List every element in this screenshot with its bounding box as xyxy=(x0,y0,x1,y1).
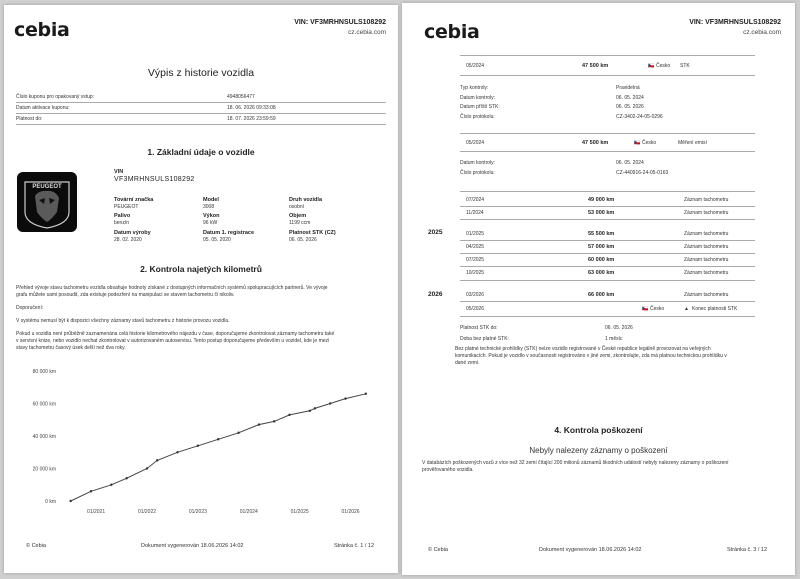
data-point xyxy=(329,402,331,404)
data-point xyxy=(125,477,127,479)
field-value: 1199 ccm xyxy=(289,220,311,226)
record-date: 05/2024 xyxy=(466,63,485,69)
field-label: Datum 1. registrace xyxy=(203,230,255,236)
data-point xyxy=(146,467,148,469)
damage-text-line: V databázích poškozených vozů z více než 32 zemí čítající 200 milionů záznamů škodních událostí nebyly nalezeny záznamy o poškození xyxy=(422,460,729,466)
warning-icon: ▲ xyxy=(684,306,689,312)
peugeot-logo xyxy=(17,172,77,232)
divider xyxy=(460,253,755,254)
vin-value: VF3MRHNSULS108292 xyxy=(114,176,195,183)
x-tick-label: 01/2022 xyxy=(137,509,157,515)
data-point xyxy=(258,423,260,425)
divider xyxy=(460,280,755,281)
stk-note-line: Bez platné technické prohlídky (STK) nelze vozidlo registrované v České republice legálně provozovat na veřejných xyxy=(455,346,711,352)
divider xyxy=(460,191,755,192)
year-marker: 2025 xyxy=(428,229,443,236)
record-date: 07/2025 xyxy=(466,257,485,263)
record-km: 49 000 km xyxy=(588,197,615,203)
data-point xyxy=(176,451,178,453)
divider xyxy=(460,301,755,302)
header-website-link[interactable]: cz.cebia.com xyxy=(348,29,386,36)
record-date: 11/2024 xyxy=(466,210,484,216)
field-label: Model xyxy=(203,197,219,203)
detail-value: CZ-3402-24-05-0296 xyxy=(616,114,663,120)
divider xyxy=(16,124,386,125)
record-source: Záznam tachometru xyxy=(684,292,729,298)
detail-value: 06. 05. 2026 xyxy=(616,104,644,110)
record-date: 04/2025 xyxy=(466,244,485,250)
y-tick-label: 40 000 km xyxy=(32,434,56,440)
field-value: 3008 xyxy=(203,204,215,210)
stk-valid-value: 06. 05. 2026 xyxy=(605,325,633,331)
validity-label: Platnost do: xyxy=(16,116,43,122)
detail-label: Číslo protokolu: xyxy=(460,170,495,176)
damage-text-line: prověřovaného vozidla. xyxy=(422,467,474,473)
record-km: 63 000 km xyxy=(588,270,615,276)
record-km: 53 000 km xyxy=(588,210,615,216)
divider xyxy=(460,75,755,76)
recommendation-text-line: Pokud u vozidla není průběžně zaznamenána celá historie kilometrového nájezdu v čase, doporučujeme zkontrolovat záznamy tachometru také xyxy=(16,331,335,337)
footer-copyright: © Cebia xyxy=(428,547,448,553)
field-value: benzín xyxy=(114,220,130,226)
data-point xyxy=(156,459,158,461)
field-label: Výkon xyxy=(203,213,220,219)
record-source: Záznam tachometru xyxy=(684,270,729,276)
field-label: Druh vozidla xyxy=(289,197,323,203)
data-point xyxy=(197,445,199,447)
y-tick-label: 80 000 km xyxy=(32,369,56,375)
record-km: 47 500 km xyxy=(582,63,609,69)
field-label: Datum výroby xyxy=(114,230,151,236)
intro-text-line: grafu můžete sami posoudit, zda existuje podezření na manipulaci se stavem tachometru či nikoliv. xyxy=(16,292,235,298)
field-value: osobní xyxy=(289,204,305,210)
y-tick-label: 20 000 km xyxy=(32,466,56,473)
detail-value: CZ-440916-24-05-0163 xyxy=(616,170,669,176)
section-title-basic-info: 1. Základní údaje o vozidle xyxy=(147,147,255,157)
report-page-3 xyxy=(402,3,795,575)
divider xyxy=(460,219,755,220)
y-tick-label: 60 000 km xyxy=(32,401,56,408)
detail-label: Datum kontroly: xyxy=(460,160,496,166)
field-value: 96 kW xyxy=(203,220,218,226)
detail-value: 06. 05. 2024 xyxy=(616,95,644,101)
header-vin: VIN: VF3MRHNSULS108292 xyxy=(294,19,386,26)
x-tick-label: 01/2025 xyxy=(290,509,309,515)
page-title: Výpis z historie vozidla xyxy=(147,67,255,79)
record-km: 55 500 km xyxy=(588,231,615,237)
header-website-link[interactable]: cz.cebia.com xyxy=(743,29,781,36)
year-marker: 2026 xyxy=(428,291,443,298)
record-km: 60 000 km xyxy=(588,257,615,263)
section-title-damage: 4. Kontrola poškození xyxy=(554,425,643,435)
intro-text-line: Přehled vývoje stavu tachometru vozidla obsahuje hodnoty získané z dostupných informačních systémů spolupracujících partnerů. Ve vývoje xyxy=(16,285,328,291)
field-value: 06. 05. 2026 xyxy=(289,237,317,243)
data-point xyxy=(90,490,92,492)
data-point xyxy=(309,410,311,412)
activation-value: 18. 06. 2026 09:33:08 xyxy=(227,105,276,111)
coupon-label: Číslo kuponu pro opakovaný vstup: xyxy=(16,94,95,100)
recommendation-text-line: stavy tachometru časový úsek delší než dva roky. xyxy=(16,345,126,351)
data-point xyxy=(273,420,275,422)
field-label: Objem xyxy=(289,213,307,219)
mileage-chart xyxy=(14,365,384,517)
detail-label: Datum kontroly: xyxy=(460,95,496,101)
record-km: 57 000 km xyxy=(588,244,615,250)
record-source: Konec platnosti STK xyxy=(692,306,738,312)
x-tick-label: 01/2023 xyxy=(188,509,207,515)
data-point xyxy=(314,407,316,409)
czech-flag-icon: 🇨🇿 xyxy=(648,63,655,69)
data-point xyxy=(217,438,219,440)
mileage-series-line xyxy=(71,394,366,501)
x-tick-label: 01/2024 xyxy=(239,509,258,515)
record-date: 10/2025 xyxy=(466,270,485,276)
y-tick-label: 0 km xyxy=(45,499,56,505)
footer-generated: Dokument vygenerován 18.06.2026 14:02 xyxy=(539,547,642,553)
data-point xyxy=(288,414,290,416)
detail-value: Pravidelná xyxy=(616,85,640,91)
divider xyxy=(16,113,386,114)
record-source: Záznam tachometru xyxy=(684,231,729,237)
header-vin: VIN: VF3MRHNSULS108292 xyxy=(689,19,781,26)
record-date: 05/2026 xyxy=(466,306,485,312)
coupon-value: 4948056477 xyxy=(227,94,255,100)
detail-label: Číslo protokolu: xyxy=(460,114,495,120)
recommendation-text-line: v servisní knize, nebo vozidlo nechat zkontrolovat v autorizovaném autoservisu. Tento postup doporučujeme především u vozidel, kde je mezi xyxy=(16,338,330,344)
recommendation-label: Doporučení: xyxy=(16,305,44,311)
field-value: 28. 02. 2020 xyxy=(114,237,142,243)
record-country: Česko xyxy=(642,140,657,146)
record-country: Česko xyxy=(656,63,671,69)
record-source: Záznam tachometru xyxy=(684,244,729,250)
recommendation-text: V systému nemusí být k dispozici všechny záznamy stavů tachometru z historie provozu vozidla. xyxy=(16,318,230,324)
stk-note-line: dané zemi. xyxy=(455,360,480,366)
validity-value: 18. 07. 2026 23:59:59 xyxy=(227,116,276,122)
record-source: Záznam tachometru xyxy=(684,257,729,263)
cebia-logo: cebia xyxy=(424,21,480,43)
divider xyxy=(460,206,755,207)
section-title-mileage: 2. Kontrola najetých kilometrů xyxy=(140,264,262,274)
field-value: PEUGEOT xyxy=(114,204,139,210)
record-km: 47 500 km xyxy=(582,140,609,146)
field-label: Tovární značka xyxy=(114,197,154,203)
footer-generated: Dokument vygenerován 18.06.2026 14:02 xyxy=(141,543,244,549)
record-country: Česko xyxy=(650,306,665,312)
detail-label: Typ kontroly: xyxy=(460,85,489,91)
record-date: 07/2024 xyxy=(466,197,485,203)
divider xyxy=(460,266,755,267)
report-page-1 xyxy=(4,5,398,573)
record-source: Měření emisí xyxy=(678,140,707,146)
data-point xyxy=(237,432,239,434)
field-label: Palivo xyxy=(114,213,131,219)
field-value: 05. 05. 2020 xyxy=(203,237,231,243)
stk-remaining-label: Doba bez platné STK: xyxy=(460,336,509,342)
record-date: 03/2026 xyxy=(466,292,485,298)
divider xyxy=(16,102,386,103)
czech-flag-icon: 🇨🇿 xyxy=(634,140,641,146)
record-source: Záznam tachometru xyxy=(684,210,729,216)
divider xyxy=(460,151,755,152)
data-point xyxy=(69,500,71,502)
vin-label: VIN xyxy=(114,169,124,175)
x-tick-label: 01/2021 xyxy=(87,509,106,515)
record-source: STK xyxy=(680,63,690,69)
badge-text: PEUGEOT xyxy=(32,184,62,190)
stk-remaining-value: 1 měsíc xyxy=(605,336,623,342)
footer-copyright: © Cebia xyxy=(26,543,46,549)
data-point xyxy=(110,484,112,486)
x-tick-label: 01/2026 xyxy=(341,509,360,515)
lion-emblem-icon xyxy=(17,172,77,232)
damage-result: Nebyly nalezeny záznamy o poškození xyxy=(529,446,668,455)
footer-page-number: Stránka č. 3 / 12 xyxy=(727,547,768,553)
record-km: 66 000 km xyxy=(588,292,615,298)
divider xyxy=(460,133,755,134)
record-source: Záznam tachometru xyxy=(684,197,729,203)
detail-value: 06. 05. 2024 xyxy=(616,160,644,166)
cebia-logo: cebia xyxy=(14,19,70,41)
divider xyxy=(460,316,755,317)
activation-label: Datum aktivace kuponu: xyxy=(16,105,70,111)
record-date: 01/2025 xyxy=(466,231,485,237)
divider xyxy=(460,55,755,56)
record-date: 05/2024 xyxy=(466,140,485,146)
footer-page-number: Stránka č. 1 / 12 xyxy=(334,543,375,549)
data-point xyxy=(365,393,367,395)
data-point xyxy=(344,397,346,399)
divider xyxy=(460,240,755,241)
stk-valid-label: Platnost STK do: xyxy=(460,325,498,331)
czech-flag-icon: 🇨🇿 xyxy=(642,306,649,312)
stk-note-line: komunikacích. Pokud je vozidlo v současnosti registrováno v jiné zemi, zkontrolujte, zda má platnou technickou prohlídku v xyxy=(455,353,727,359)
detail-label: Datum příští STK: xyxy=(460,104,500,110)
field-label: Platnost STK (CZ) xyxy=(289,230,336,236)
